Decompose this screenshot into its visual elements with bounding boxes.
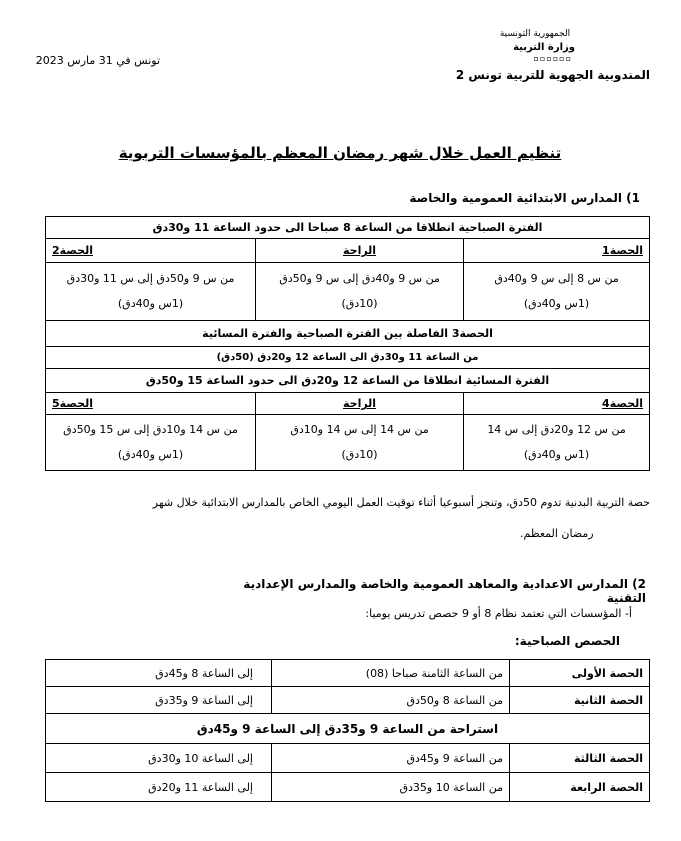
col-session2: الحصة2 bbox=[46, 239, 256, 263]
session5-duration: (1س و40دق) bbox=[117, 448, 184, 461]
col-session1: الحصة1 bbox=[464, 239, 650, 263]
regional-office-label: المندوبية الجهوية للتربية تونس 2 bbox=[455, 68, 650, 82]
break-row: استراحة من الساعة 9 و35دق إلى الساعة 9 و45دق bbox=[46, 714, 650, 744]
session5-time: من س 14 و10دق إلى س 15 و50دق bbox=[63, 423, 238, 436]
break2-time: من س 14 إلى س 14 و10دق bbox=[290, 423, 429, 436]
break1-time: من س 9 و40دق إلى س 9 و50دق bbox=[279, 272, 440, 285]
col-break2: الراحة bbox=[256, 393, 464, 415]
session1-duration: (1س و40دق) bbox=[523, 297, 590, 310]
evening-period-header: الفترة المسائية انطلاقا من الساعة 12 و20دق الى حدود الساعة 15 و50دق bbox=[46, 369, 650, 393]
row4-name: الحصة الرابعة bbox=[510, 773, 650, 802]
session4-time: من س 12 و20دق إلى س 14 bbox=[487, 423, 626, 436]
col-break: الراحة bbox=[256, 239, 464, 263]
section2-subpoint: أ- المؤسسات التي تعتمد نظام 8 أو 9 حصص تدريس يوميا: bbox=[365, 607, 632, 620]
row2-name: الحصة الثانية bbox=[510, 687, 650, 714]
row3-from: من الساعة 9 و45دق bbox=[272, 744, 510, 773]
republic-label: الجمهورية التونسية bbox=[499, 29, 571, 39]
row3-name: الحصة الثالثة bbox=[510, 744, 650, 773]
morning-sessions-label: الحصص الصباحية: bbox=[514, 634, 620, 648]
row1-from: من الساعة الثامنة صباحا (08) bbox=[272, 660, 510, 687]
document-date: تونس في 31 مارس 2023 bbox=[35, 54, 160, 67]
row3-to: إلى الساعة 10 و30دق bbox=[46, 744, 272, 773]
session1-time: من س 8 إلى س 9 و40دق bbox=[494, 272, 619, 285]
section1-heading: 1) المدارس الابتدائية العمومية والخاصة bbox=[409, 191, 640, 205]
pe-note-line2-wrap bbox=[40, 527, 650, 540]
pe-note-line2: رمضان المعظم. bbox=[520, 527, 594, 540]
break1-cell bbox=[256, 263, 464, 321]
row4-from: من الساعة 10 و35دق bbox=[272, 773, 510, 802]
session4-cell bbox=[464, 415, 650, 471]
morning-period-header: الفترة الصباحية انطلاقا من الساعة 8 صباحا الى حدود الساعة 11 و30دق bbox=[46, 217, 650, 239]
ministry-label: وزارة التربية bbox=[513, 42, 575, 53]
primary-schedule-table bbox=[45, 216, 650, 471]
break1-duration: (10دق) bbox=[341, 297, 378, 310]
secondary-schedule-table bbox=[45, 659, 650, 802]
session5-cell bbox=[46, 415, 256, 471]
break2-cell bbox=[256, 415, 464, 471]
pe-note-line1: حصة التربية البدنية تدوم 50دق، وتنجز أسبوعيا أثناء توقيت العمل اليومي الخاص بالمدارس الابتدائية خلال شهر bbox=[152, 496, 650, 509]
row1-name: الحصة الأولى bbox=[510, 660, 650, 687]
row4-to: إلى الساعة 11 و20دق bbox=[46, 773, 272, 802]
row2-to: إلى الساعة 9 و35دق bbox=[46, 687, 272, 714]
break2-duration: (10دق) bbox=[341, 448, 378, 461]
section2-heading: 2) المدارس الاعدادية والمعاهد العمومية والخاصة والمدارس الإعدادية التقنية bbox=[243, 577, 646, 605]
page-title: تنظيم العمل خلال شهر رمضان المعظم بالمؤسسات التربوية bbox=[118, 144, 562, 162]
row2-from: من الساعة 8 و50دق bbox=[272, 687, 510, 714]
session3-time: من الساعة 11 و30دق الى الساعة 12 و20دق (50دق) bbox=[46, 347, 650, 369]
session1-cell bbox=[464, 263, 650, 321]
session2-time: من س 9 و50دق إلى س 11 و30دق bbox=[66, 272, 235, 285]
session2-duration: (1س و40دق) bbox=[117, 297, 184, 310]
col-session4: الحصة4 bbox=[464, 393, 650, 415]
session3-title: الحصة3 الفاصلة بين الفترة الصباحية والفترة المسائية bbox=[46, 321, 650, 347]
row1-to: إلى الساعة 8 و45دق bbox=[46, 660, 272, 687]
header-separator: ▫▫▫▫▫▫ bbox=[533, 54, 572, 63]
session4-duration: (1س و40دق) bbox=[523, 448, 590, 461]
col-session5: الحصة5 bbox=[46, 393, 256, 415]
session2-cell bbox=[46, 263, 256, 321]
